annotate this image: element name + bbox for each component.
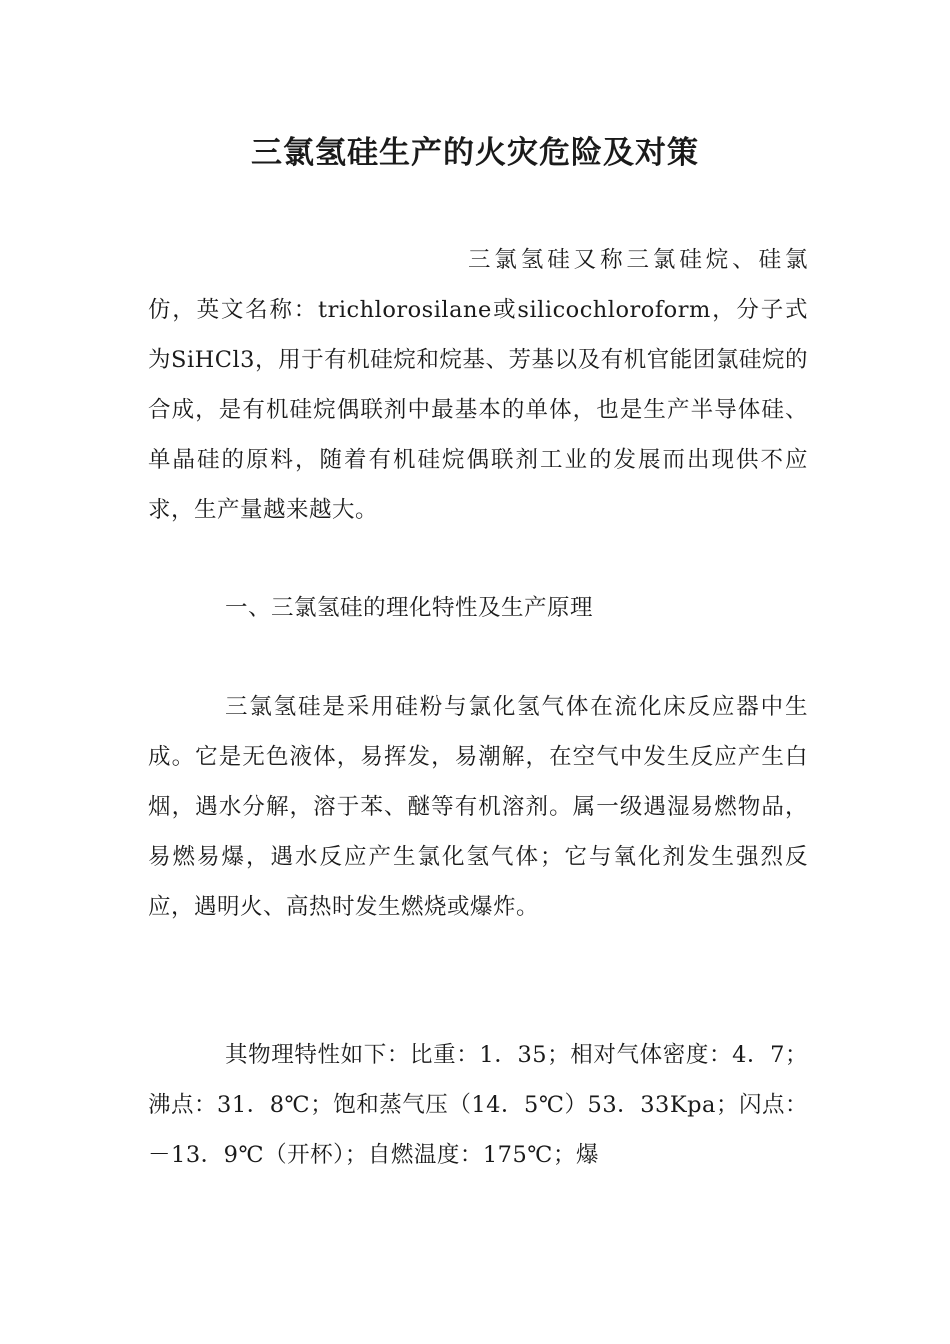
section-heading: 一、三氯氢硅的理化特性及生产原理 [225, 595, 594, 621]
document-title: 三氯氢硅生产的火灾危险及对策 [251, 135, 699, 171]
properties-paragraph: 三氯氢硅是采用硅粉与氯化氢气体在流化床反应器中生成。它是无色液体，易挥发，易潮解，在空气中发生反应产生白烟，遇水分解，溶于苯、醚等有机溶剂。属一级遇湿易燃物品，易燃易爆，遇水反应产生氯化氢气体；它与氧化剂发生强烈反应，遇明火、高热时发生燃烧或爆炸。 [148, 694, 808, 920]
physical-properties-paragraph: 其物理特性如下：比重：1．35；相对气体密度：4．7；沸点：31．8℃；饱和蒸气压（14．5℃）53．33Kpa；闪点：－13．9℃（开杯）；自燃温度：175℃；爆 [148, 1042, 808, 1168]
intro-paragraph: 三氯氢硅又称三氯硅烷、硅氯仿，英文名称：trichlorosilane或silicochloroform，分子式为SiHCl3，用于有机硅烷和烷基、芳基以及有机官能团氯硅烷的合成，是有机硅烷偶联剂中最基本的单体，也是生产半导体硅、单晶硅的原料，随着有机硅烷偶联剂工业的发展而出现供不应求，生产量越来越大。 [148, 247, 808, 523]
